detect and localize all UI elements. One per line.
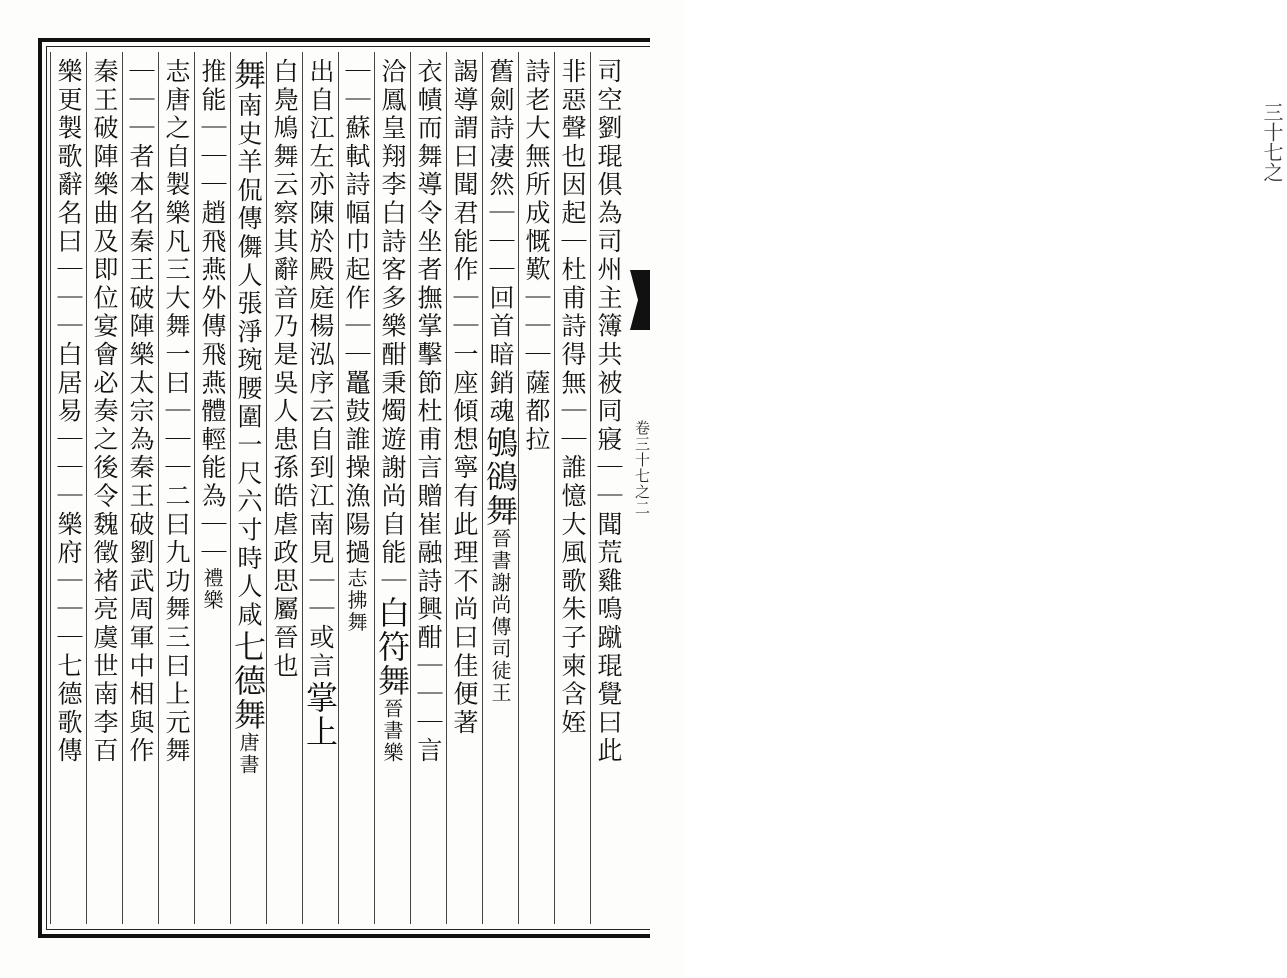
heading-term: 鴝鵒舞 <box>481 425 519 528</box>
source-note: 晉書謝尚傳司徒王 <box>488 527 512 704</box>
text-column <box>50 52 86 924</box>
text-column <box>590 52 626 924</box>
body-text: 洽鳳皇翔李白詩客多樂酣秉燭遊謝尚自能｜ <box>378 58 407 596</box>
text-column <box>194 52 230 924</box>
text-column <box>230 52 266 924</box>
body-text: 樂更製歌辭名曰｜｜｜白居易｜｜｜樂府｜｜｜七德歌傳 <box>54 58 83 766</box>
body-text: 志唐之自製樂凡三大舞一曰｜｜｜二曰九功舞三曰上元舞 <box>162 58 191 766</box>
text-column <box>266 52 302 924</box>
text-column <box>410 52 446 924</box>
column-text <box>267 58 301 681</box>
column-text <box>375 58 409 764</box>
source-note: 志拂舞 <box>344 567 368 634</box>
heading-term: 白符舞 <box>373 595 411 698</box>
text-column <box>482 52 518 924</box>
column-text <box>591 58 625 766</box>
body-text: 衣幘而舞導令坐者撫掌擊節杜甫言贈崔融詩興酣｜｜｜言 <box>414 58 443 766</box>
body-text: 司空劉琨俱為司州主簿共被同寢｜｜聞荒雞鳴蹴琨覺曰此 <box>594 58 623 766</box>
column-text <box>159 58 193 766</box>
column-text <box>447 58 481 737</box>
volume-label: 卷三十七之二 <box>633 420 651 516</box>
body-text: 白鳧鳩舞云察其辭音乃是吳人患孫皓虐政思屬晉也 <box>270 58 299 681</box>
column-text <box>555 58 589 737</box>
text-column <box>86 52 122 924</box>
column-text <box>411 58 445 766</box>
body-text: 謁導謂曰聞君能作｜｜一座傾想寧有此理不尚曰佳便著 <box>450 58 479 738</box>
column-text <box>483 58 517 704</box>
body-text: 出自江左亦陳於殿庭楊泓序云自到江南見｜｜或言 <box>306 58 335 681</box>
body-text: 舊劍詩凄然｜｜｜回首暗銷魂 <box>486 58 515 426</box>
text-column <box>374 52 410 924</box>
source-note: 唐書 <box>236 731 260 776</box>
column-text <box>339 58 373 633</box>
text-column <box>554 52 590 924</box>
source-note: 晉書樂 <box>380 697 404 764</box>
column-text <box>231 58 265 776</box>
margin-edge-text: 三十七之 <box>1260 102 1284 182</box>
column-text <box>123 58 157 766</box>
column-text <box>51 58 85 766</box>
body-text: 南史羊侃傳儛人張淨琬腰圍一尺六寸時人咸 <box>234 92 263 630</box>
body-text: 秦王破陣樂曲及即位宴會必奏之後令魏徵褚亮虞世南李百 <box>90 58 119 766</box>
body-text: ｜｜蘇軾詩幅巾起作｜｜鼉鼓誰操漁陽撾 <box>342 58 371 568</box>
heading-term: 七德舞 <box>229 629 267 732</box>
column-text <box>87 58 121 766</box>
column-text <box>195 58 229 611</box>
text-column <box>446 52 482 924</box>
source-note: 禮樂 <box>200 567 224 612</box>
heading-term: 掌上 <box>301 680 339 749</box>
body-text: 詩老大無所成慨歎｜｜｜薩都拉 <box>522 58 551 455</box>
column-text <box>519 58 553 454</box>
text-column <box>122 52 158 924</box>
text-column <box>518 52 554 924</box>
text-column <box>302 52 338 924</box>
body-text: 非惡聲也因起｜杜甫詩得無｜｜誰憶大風歌朱子柬含姪 <box>558 58 587 738</box>
body-text: 推能｜｜｜趙飛燕外傳飛燕體輕能為｜｜ <box>198 58 227 568</box>
heading-term: 舞 <box>229 58 267 92</box>
column-text <box>303 58 337 749</box>
body-text: ｜｜｜者本名秦王破陣樂太宗為秦王破劉武周軍中相與作 <box>126 58 155 766</box>
text-column <box>158 52 194 924</box>
text-column <box>338 52 374 924</box>
